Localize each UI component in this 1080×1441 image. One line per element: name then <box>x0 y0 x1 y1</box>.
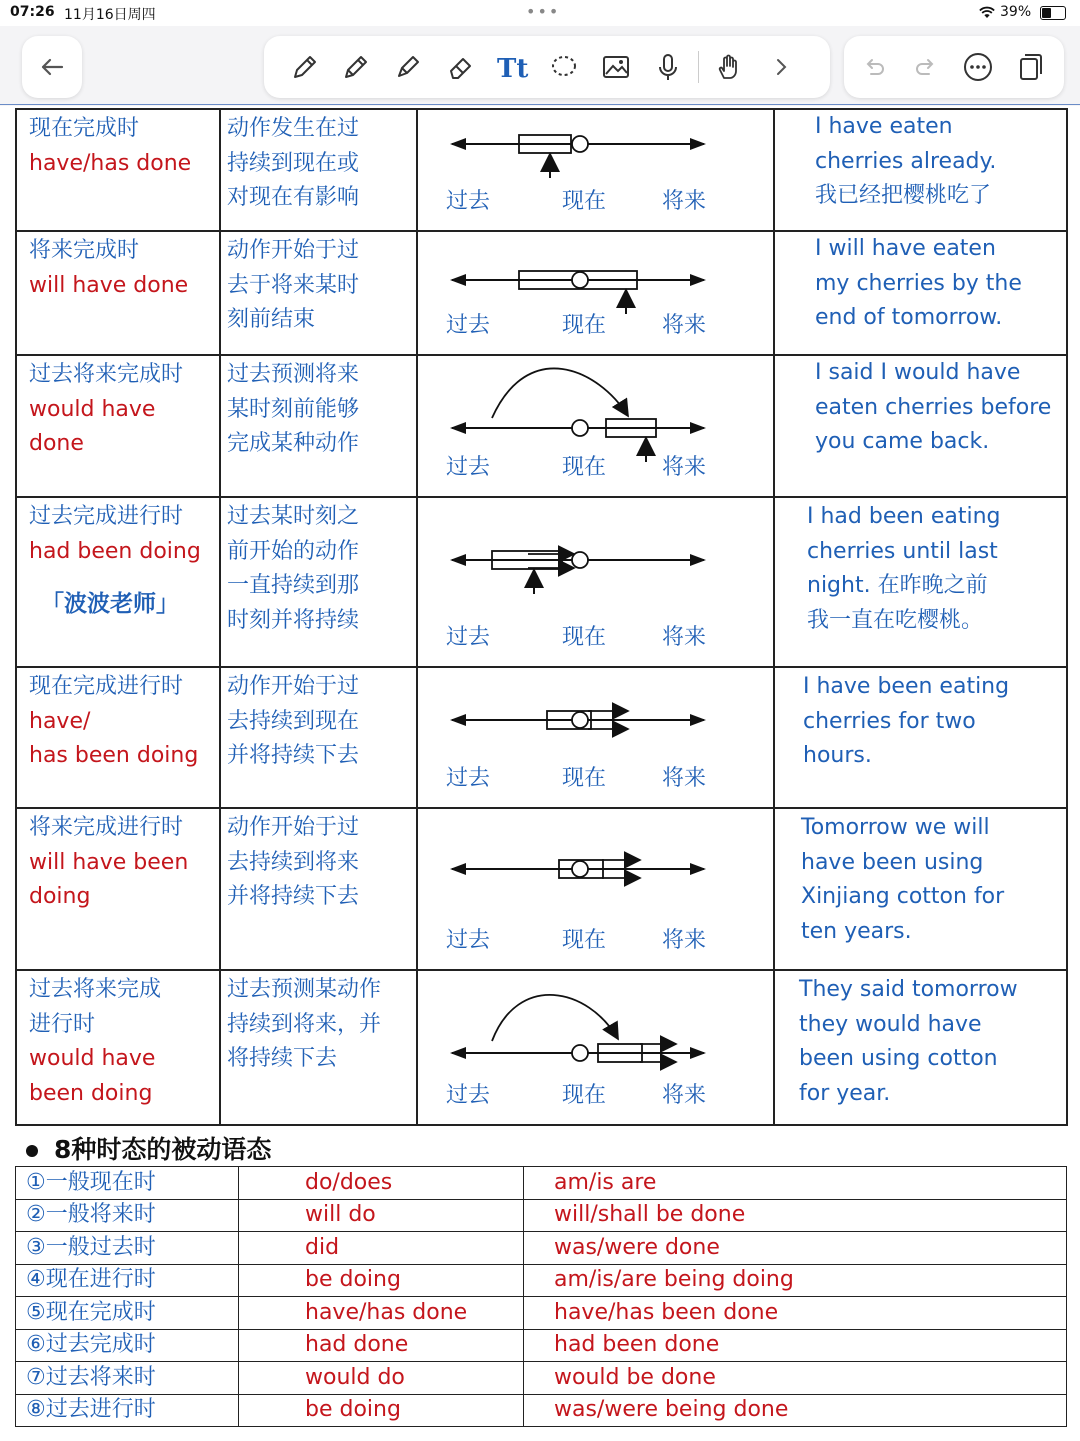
label-future: 将来 <box>662 625 707 650</box>
passive-row <box>16 1362 1067 1395</box>
tense-name: 过去将来完成 <box>29 977 162 1002</box>
svg-text:Tt: Tt <box>497 54 529 84</box>
tense-example-line: end of tomorrow. <box>815 305 1003 330</box>
passive-row <box>16 1232 1067 1265</box>
label-future: 将来 <box>662 1083 707 1108</box>
timeline-diagram-cell <box>417 109 774 231</box>
axis-arrow-left-icon <box>450 863 466 875</box>
axis-arrow-left-icon <box>450 1047 466 1059</box>
passive-row <box>16 1329 1067 1362</box>
tense-row <box>16 970 1067 1125</box>
axis-arrow-left-icon <box>450 554 466 566</box>
tense-meaning-line: 某时刻前能够 <box>227 396 360 422</box>
tense-name-cell <box>16 355 220 497</box>
tense-meaning-line: 动作开始于过 <box>227 674 360 699</box>
tense-formula: have/has done <box>29 150 192 176</box>
passive-tense-cell: ⑥过去完成时 <box>16 1329 239 1362</box>
tense-meaning-line: 去持续到现在 <box>227 708 360 734</box>
passive-row <box>16 1199 1067 1232</box>
tense-meaning-line: 一直持续到那 <box>227 573 360 598</box>
axis-arrow-right-icon <box>690 138 706 150</box>
axis-arrow-left-icon <box>450 422 466 434</box>
tense-meaning-line: 去持续到将来 <box>227 849 360 875</box>
tense-example-cell <box>774 808 1067 970</box>
passive-tense-cell: ⑤现在完成时 <box>16 1297 239 1330</box>
battery-icon <box>1040 6 1066 20</box>
label-past: 过去 <box>446 455 491 480</box>
tense-meaning-cell <box>220 355 417 497</box>
tense-meaning-line: 动作发生在过 <box>227 116 360 141</box>
label-past: 过去 <box>446 189 491 214</box>
tense-row <box>16 355 1067 497</box>
tense-formula: will have done <box>29 272 189 298</box>
page-edge <box>0 104 1080 105</box>
passive-passive-cell: would be done <box>524 1362 1067 1395</box>
tense-name: 过去完成进行时 <box>29 504 184 529</box>
axis-arrow-left-icon <box>450 714 466 726</box>
passive-passive-cell: have/has been done <box>524 1297 1067 1330</box>
axis-arrow-right-icon <box>690 554 706 566</box>
actions-pill <box>844 36 1064 98</box>
tense-example-line: Tomorrow we will <box>801 815 990 840</box>
label-past: 过去 <box>446 625 491 650</box>
passive-row <box>16 1167 1067 1200</box>
now-marker <box>572 712 588 728</box>
tense-table <box>15 108 1068 1126</box>
tense-example-line: cherries already. <box>815 148 997 174</box>
timeline-svg <box>418 498 773 664</box>
tense-meaning-line: 前开始的动作 <box>227 538 360 564</box>
text-tool-icon[interactable] <box>486 41 538 93</box>
tense-formula: has been doing <box>29 743 199 768</box>
tense-example-cell <box>774 355 1067 497</box>
tense-meaning-line: 持续到现在或 <box>227 150 360 176</box>
now-marker <box>572 136 588 152</box>
tense-example-line: They said tomorrow <box>799 977 1018 1002</box>
tense-meaning-line: 对现在有影响 <box>227 185 360 210</box>
label-future: 将来 <box>662 766 707 791</box>
tense-example-line: I have been eating <box>803 674 1010 699</box>
passive-active-cell: do/does <box>239 1167 524 1200</box>
now-marker <box>572 272 588 288</box>
passive-passive-cell: was/were done <box>524 1232 1067 1265</box>
axis-arrow-right-icon <box>690 1047 706 1059</box>
label-present: 现在 <box>562 766 607 791</box>
tense-name: 现在完成时 <box>29 116 140 141</box>
tense-meaning-line: 动作开始于过 <box>227 815 360 840</box>
tense-example-line: night. 在昨晚之前 <box>807 573 988 598</box>
label-present: 现在 <box>562 455 607 480</box>
status-bar <box>0 0 1080 26</box>
label-present: 现在 <box>562 625 607 650</box>
passive-tense-cell: ③一般过去时 <box>16 1232 239 1265</box>
axis-arrow-right-icon <box>690 714 706 726</box>
tense-name: 过去将来完成时 <box>29 362 184 387</box>
now-marker <box>572 552 588 568</box>
passive-tense-cell: ①一般现在时 <box>16 1167 239 1200</box>
highlighter-icon[interactable] <box>382 41 434 93</box>
axis-arrow-right-icon <box>690 422 706 434</box>
tense-meaning-line: 并将持续下去 <box>227 884 360 909</box>
passive-passive-cell: will/shall be done <box>524 1199 1067 1232</box>
passive-passive-cell: was/were being done <box>524 1394 1067 1427</box>
passive-active-cell: did <box>239 1232 524 1265</box>
pencil-icon[interactable] <box>330 41 382 93</box>
tense-example-line: I will have eaten <box>815 236 996 261</box>
tense-formula: will have been <box>29 849 189 875</box>
tense-example-cell <box>774 970 1067 1125</box>
tense-meaning-line: 时刻并将持续 <box>227 607 360 633</box>
tense-row <box>16 808 1067 970</box>
label-future: 将来 <box>662 189 707 214</box>
tense-formula: would have done <box>29 396 156 456</box>
tense-example-cell <box>774 109 1067 231</box>
tense-row <box>16 497 1067 667</box>
tense-example-line: ten years. <box>801 918 912 944</box>
timeline-diagram-cell <box>417 497 774 667</box>
passive-tense-cell: ⑦过去将来时 <box>16 1362 239 1395</box>
tense-example-line: you came back. <box>815 429 990 454</box>
passive-tense-cell: ⑧过去进行时 <box>16 1394 239 1427</box>
tense-name-cell <box>16 231 220 355</box>
timeline-svg <box>418 668 773 805</box>
tense-example-cell <box>774 231 1067 355</box>
label-past: 过去 <box>446 928 491 953</box>
prediction-arc <box>492 368 628 418</box>
tense-formula: doing <box>29 884 91 909</box>
passive-active-cell: be doing <box>239 1394 524 1427</box>
tense-example-line: cherries for two <box>803 708 976 734</box>
tools-pill <box>264 36 830 98</box>
passive-row <box>16 1297 1067 1330</box>
redo-icon[interactable] <box>900 41 952 93</box>
tense-meaning-line: 完成某种动作 <box>227 431 360 456</box>
tense-name-cell <box>16 667 220 808</box>
timeline-diagram-cell <box>417 667 774 808</box>
passive-row <box>16 1264 1067 1297</box>
passive-tense-cell: ④现在进行时 <box>16 1264 239 1297</box>
tense-meaning-line: 过去预测某动作 <box>227 977 382 1002</box>
now-marker <box>572 420 588 436</box>
label-future: 将来 <box>662 313 707 338</box>
timeline-svg <box>418 809 773 967</box>
passive-row <box>16 1394 1067 1427</box>
tense-example-line: I said I would have <box>815 360 1021 385</box>
passive-active-cell: had done <box>239 1329 524 1362</box>
tense-meaning-line: 过去预测将来 <box>227 362 360 387</box>
tense-example-cell <box>774 497 1067 667</box>
toolbar-separator <box>698 51 699 83</box>
timeline-diagram-cell <box>417 355 774 497</box>
passive-passive-cell: am/is/are being doing <box>524 1264 1067 1297</box>
tense-example-line: I had been eating <box>807 504 1001 529</box>
tense-name: 进行时 <box>29 1011 96 1037</box>
tense-meaning-line: 持续到将来，并 <box>227 1011 382 1037</box>
tense-formula: would have <box>29 1046 156 1071</box>
passive-active-cell: would do <box>239 1362 524 1395</box>
tense-name: 将来完成时 <box>29 238 140 263</box>
axis-arrow-right-icon <box>690 274 706 286</box>
hand-touch-icon[interactable] <box>703 41 755 93</box>
tense-name: 将来完成进行时 <box>29 815 184 840</box>
more-icon[interactable] <box>952 41 1004 93</box>
tense-example-line: eaten cherries before <box>815 394 1052 420</box>
tense-example-line: 我已经把樱桃吃了 <box>815 183 992 208</box>
tense-example-line: have been using <box>801 849 984 875</box>
status-date: 11月16日周四 <box>64 7 156 23</box>
tense-example-cell <box>774 667 1067 808</box>
pen-icon[interactable] <box>278 41 330 93</box>
tense-formula: had been doing <box>29 538 201 564</box>
passive-tense-cell: ②一般将来时 <box>16 1199 239 1232</box>
tense-name-cell <box>16 109 220 231</box>
timeline-svg <box>418 232 773 352</box>
timeline-diagram-cell <box>417 808 774 970</box>
teacher-label: 「波波老师」 <box>41 591 179 617</box>
timeline-svg <box>418 356 773 494</box>
now-marker <box>572 861 588 877</box>
label-present: 现在 <box>562 1083 607 1108</box>
pages-icon[interactable] <box>1004 41 1056 93</box>
passive-active-cell: be doing <box>239 1264 524 1297</box>
back-pill <box>22 36 82 98</box>
tense-meaning-cell <box>220 109 417 231</box>
microphone-icon[interactable] <box>642 41 694 93</box>
now-marker <box>572 1045 588 1061</box>
tense-meaning-cell <box>220 808 417 970</box>
tense-meaning-line: 动作开始于过 <box>227 238 360 263</box>
tense-row <box>16 109 1067 231</box>
timeline-diagram-cell <box>417 970 774 1125</box>
tense-formula: have/ <box>29 708 91 734</box>
tense-row <box>16 231 1067 355</box>
label-future: 将来 <box>662 455 707 480</box>
tense-meaning-line: 去于将来某时 <box>227 272 360 298</box>
tense-meaning-cell <box>220 231 417 355</box>
tense-example-line: for year. <box>799 1080 891 1106</box>
tense-name-cell <box>16 808 220 970</box>
tense-meaning-line: 并将持续下去 <box>227 743 360 768</box>
image-icon[interactable] <box>590 41 642 93</box>
back-arrow-icon[interactable] <box>22 41 82 93</box>
wifi-icon <box>978 3 996 21</box>
passive-table <box>15 1166 1067 1427</box>
label-past: 过去 <box>446 1083 491 1108</box>
tense-name: 现在完成进行时 <box>29 674 184 699</box>
label-future: 将来 <box>662 928 707 953</box>
passive-passive-cell: had been done <box>524 1329 1067 1362</box>
tense-example-line: they would have <box>799 1011 982 1037</box>
passive-passive-cell: am/is are <box>524 1167 1067 1200</box>
label-past: 过去 <box>446 766 491 791</box>
axis-arrow-right-icon <box>690 863 706 875</box>
label-present: 现在 <box>562 313 607 338</box>
chevron-right-icon[interactable] <box>755 41 807 93</box>
timeline-svg <box>418 110 773 228</box>
eraser-icon[interactable] <box>434 41 486 93</box>
tense-example-line: Xinjiang cotton for <box>801 884 1005 909</box>
tense-example-line: been using cotton <box>799 1046 998 1071</box>
axis-arrow-left-icon <box>450 138 466 150</box>
tense-meaning-cell <box>220 497 417 667</box>
tense-example-line: cherries until last <box>807 538 998 564</box>
timeline-svg <box>418 971 773 1122</box>
undo-icon[interactable] <box>848 41 900 93</box>
battery-percent: 39% <box>1000 4 1032 20</box>
passive-section-title: 8种时态的被动语态 <box>26 1130 271 1166</box>
tense-example-line: I have eaten <box>815 114 953 139</box>
timeline-diagram-cell <box>417 231 774 355</box>
toolbar <box>0 26 1080 106</box>
prediction-arc <box>492 995 618 1041</box>
tense-meaning-cell <box>220 970 417 1125</box>
tense-row <box>16 667 1067 808</box>
tense-meaning-line: 将持续下去 <box>227 1046 338 1071</box>
tense-example-line: my cherries by the <box>815 270 1022 296</box>
passive-active-cell: will do <box>239 1199 524 1232</box>
passive-active-cell: have/has done <box>239 1297 524 1330</box>
multitask-dots-icon[interactable]: ••• <box>526 2 561 21</box>
tense-name-cell <box>16 970 220 1125</box>
tense-meaning-cell <box>220 667 417 808</box>
label-past: 过去 <box>446 313 491 338</box>
status-time: 07:26 <box>10 4 55 20</box>
tense-example-line: 我一直在吃樱桃。 <box>807 607 984 633</box>
lasso-icon[interactable] <box>538 41 590 93</box>
tense-meaning-line: 过去某时刻之 <box>227 504 360 529</box>
label-present: 现在 <box>562 928 607 953</box>
tense-name-cell <box>16 497 220 667</box>
tense-formula: been doing <box>29 1080 153 1106</box>
label-present: 现在 <box>562 189 607 214</box>
tense-meaning-line: 刻前结束 <box>227 307 316 332</box>
axis-arrow-left-icon <box>450 274 466 286</box>
tense-example-line: hours. <box>803 743 872 768</box>
